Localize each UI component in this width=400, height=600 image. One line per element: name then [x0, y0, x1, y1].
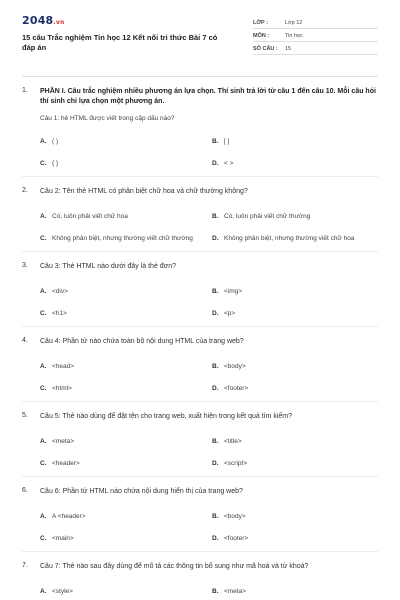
answer-option[interactable]	[40, 505, 212, 527]
question-number: 1.	[22, 87, 28, 94]
question-divider	[22, 551, 378, 552]
answer-options	[40, 355, 378, 399]
option-letter: B.	[212, 287, 219, 295]
answer-option[interactable]	[40, 152, 212, 174]
question-divider	[22, 176, 378, 177]
option-letter: C.	[40, 234, 47, 242]
option-text: <img>	[224, 287, 243, 295]
question-number: 6.	[22, 487, 28, 494]
question-text: Câu 6: Phần tử HTML nào chứa nội dung hiển thị của trang web?	[40, 488, 243, 495]
meta-value: 15	[285, 46, 292, 52]
document-title: 15 câu Trắc nghiệm Tin học 12 Kết nối tri thức Bài 7 có đáp án	[22, 33, 218, 52]
answer-option[interactable]	[212, 355, 384, 377]
answer-option[interactable]	[40, 580, 212, 600]
answer-option[interactable]	[212, 280, 384, 302]
question-item	[22, 337, 378, 399]
header-divider	[22, 76, 378, 77]
question-divider	[22, 401, 378, 402]
option-text: { }	[52, 159, 59, 167]
meta-value: Tin học	[285, 33, 303, 39]
answer-options	[40, 205, 378, 249]
answer-option[interactable]	[212, 452, 384, 474]
section-instructions: PHẦN I. Câu trắc nghiệm nhiều phương án lựa chọn. Thí sinh trả lời từ câu 1 đến câu 10. Mỗi câu hỏi thí sinh chỉ lựa chọn một phương án.	[40, 88, 376, 105]
answer-option[interactable]	[40, 227, 212, 249]
option-text: <html>	[52, 384, 72, 392]
answer-option[interactable]	[40, 452, 212, 474]
option-letter: A.	[40, 137, 47, 145]
answer-option[interactable]	[212, 505, 384, 527]
answer-options	[40, 505, 378, 549]
option-text: <meta>	[52, 437, 75, 445]
option-letter: A.	[40, 362, 47, 370]
question-number: 5.	[22, 412, 28, 419]
question-text: Câu 5: Thẻ nào dùng để đặt tên cho trang web, xuất hiện trong kết quả tìm kiếm?	[40, 413, 293, 420]
option-letter: A.	[40, 287, 47, 295]
meta-label: MÔN :	[253, 33, 270, 39]
option-letter: B.	[212, 512, 219, 520]
question-number: 7.	[22, 562, 28, 569]
option-letter: D.	[212, 309, 219, 317]
question-divider	[22, 476, 378, 477]
option-text: <body>	[224, 362, 246, 370]
answer-options	[40, 280, 378, 324]
option-text: Không phân biệt, nhưng thường viết chữ thường	[52, 234, 193, 242]
question-number: 4.	[22, 337, 28, 344]
question-item	[22, 187, 378, 249]
answer-option[interactable]	[212, 377, 384, 399]
option-text: A <header>	[52, 512, 86, 520]
document-header	[22, 14, 378, 62]
meta-label: LỚP :	[253, 20, 268, 26]
logo-main: 2048	[22, 14, 54, 27]
question-number: 2.	[22, 187, 28, 194]
option-text: <title>	[224, 437, 242, 445]
answer-option[interactable]	[212, 152, 384, 174]
option-text: < >	[224, 159, 234, 167]
option-text: <meta>	[224, 587, 247, 595]
meta-row-count	[253, 42, 378, 55]
option-text: <style>	[52, 587, 73, 595]
question-text: Câu 7: Thẻ nào sau đây dùng để mô tả các thông tin bổ sung như mã hoá và từ khoá?	[40, 563, 309, 570]
option-letter: A.	[40, 437, 47, 445]
meta-label: SỐ CÂU :	[253, 46, 278, 52]
option-text: <footer>	[224, 534, 249, 542]
option-letter: D.	[212, 384, 219, 392]
answer-option[interactable]	[212, 205, 384, 227]
option-text: <head>	[52, 362, 75, 370]
option-letter: C.	[40, 159, 47, 167]
option-text: ( )	[52, 137, 59, 145]
answer-options	[40, 130, 378, 174]
option-letter: B.	[212, 212, 219, 220]
question-item	[22, 562, 378, 600]
answer-option[interactable]	[40, 527, 212, 549]
answer-option[interactable]	[212, 130, 384, 152]
answer-option[interactable]	[40, 280, 212, 302]
site-logo[interactable]	[22, 14, 242, 27]
question-text: Câu 3: Thẻ HTML nào dưới đây là thẻ đơn?	[40, 263, 177, 270]
option-text: <footer>	[224, 384, 249, 392]
option-letter: A.	[40, 587, 47, 595]
meta-row-subject	[253, 29, 378, 42]
question-number: 3.	[22, 262, 28, 269]
answer-option[interactable]	[212, 302, 384, 324]
option-text: <header>	[52, 459, 80, 467]
question-item	[22, 87, 378, 174]
question-text: Câu 2: Tên thẻ HTML có phân biệt chữ hoa và chữ thường không?	[40, 188, 248, 195]
answer-option[interactable]	[40, 130, 212, 152]
option-text: Có, luôn phải viết chữ hoa	[52, 212, 128, 220]
option-letter: D.	[212, 459, 219, 467]
option-text: <main>	[52, 534, 74, 542]
option-letter: B.	[212, 587, 219, 595]
option-letter: A.	[40, 212, 47, 220]
option-text: <body>	[224, 512, 246, 520]
answer-option[interactable]	[212, 430, 384, 452]
option-letter: C.	[40, 534, 47, 542]
option-text: <h1>	[52, 309, 67, 317]
logo-suffix: .vn	[53, 19, 65, 26]
meta-row-class	[253, 16, 378, 29]
answer-option[interactable]	[212, 227, 384, 249]
answer-option[interactable]	[40, 302, 212, 324]
option-letter: C.	[40, 459, 47, 467]
answer-option[interactable]	[40, 355, 212, 377]
option-text: Không phân biệt, nhưng thường viết chữ hoa	[224, 234, 355, 242]
answer-option[interactable]	[212, 580, 384, 600]
question-item	[22, 262, 378, 324]
option-text: [ ]	[224, 137, 230, 145]
question-item	[22, 412, 378, 474]
question-divider	[22, 326, 378, 327]
header-left	[22, 14, 242, 62]
question-text: Câu 4: Phần tử nào chứa toàn bộ nội dung HTML của trang web?	[40, 338, 244, 345]
question-divider	[22, 251, 378, 252]
answer-options	[40, 580, 378, 600]
answer-option[interactable]	[40, 205, 212, 227]
option-letter: D.	[212, 159, 219, 167]
option-letter: B.	[212, 437, 219, 445]
option-letter: C.	[40, 309, 47, 317]
option-letter: D.	[212, 234, 219, 242]
question-item	[22, 487, 378, 549]
question-list	[22, 87, 378, 600]
option-text: <p>	[224, 309, 236, 317]
answer-option[interactable]	[212, 527, 384, 549]
answer-option[interactable]	[40, 430, 212, 452]
question-text: Câu 1: hẻ HTML được viết trong cặp dấu nào?	[40, 115, 175, 122]
option-letter: B.	[212, 137, 219, 145]
answer-option[interactable]	[40, 377, 212, 399]
option-letter: D.	[212, 534, 219, 542]
option-letter: B.	[212, 362, 219, 370]
option-letter: A.	[40, 512, 47, 520]
meta-value: Lớp 12	[285, 20, 303, 26]
answer-options	[40, 430, 378, 474]
meta-box	[253, 16, 378, 62]
option-text: Có, luôn phải viết chữ thường	[224, 212, 311, 220]
option-text: <div>	[52, 287, 68, 295]
option-letter: C.	[40, 384, 47, 392]
option-text: <script>	[224, 459, 248, 467]
